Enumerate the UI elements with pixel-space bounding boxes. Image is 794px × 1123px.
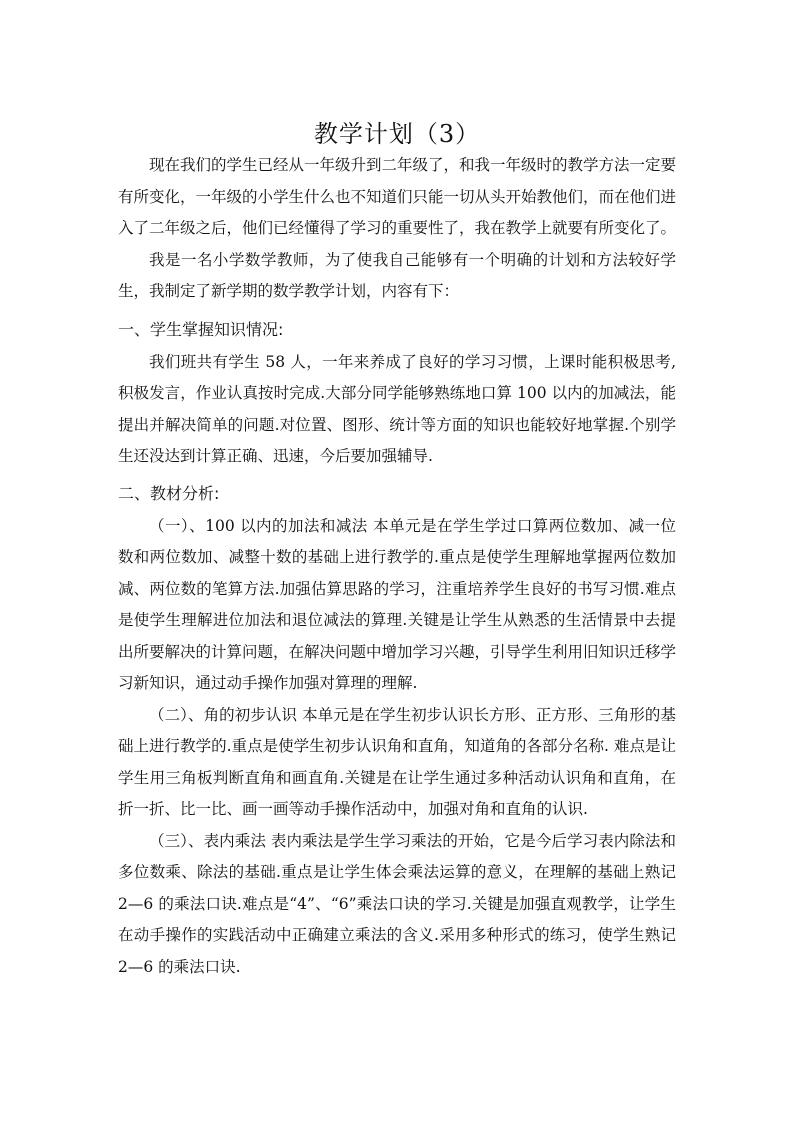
intro-paragraph-2: 我是一名小学数学教师，为了使我自己能够有一个明确的计划和方法较好学生，我制定了新学期的数学教学计划，内容有下：	[118, 250, 676, 300]
section-2-paragraph-3: （三）、表内乘法 表内乘法是学生学习乘法的开始，它是今后学习表内除法和多位数乘、除法的基础.重点是让学生体会乘法运算的意义，在理解的基础上熟记 2—6 的乘法口诀.难点是“4”、“6”乘法口诀的学习.关键是加强直观教学，让学生在动手操作的实践活动中正确建立乘法的含义.采用多种形式的练习，使学生熟记 2—6 的乘法口诀.	[118, 831, 676, 976]
section-1-heading: 一、学生掌握知识情况:	[118, 319, 284, 339]
section-2-paragraph-2: （二）、角的初步认识 本单元是在学生初步认识长方形、正方形、三角形的基础上进行教学的.重点是使学生初步认识角和直角，知道角的各部分名称. 难点是让学生用三角板判断直角和画直角.关键是在让学生通过多种活动认识角和直角，在折一折、比一比、画一画等动手操作活动中，加强对角和直角的认识.	[118, 705, 676, 818]
section-1-paragraph: 我们班共有学生 58 人，一年来养成了良好的学习习惯，上课时能积极思考,积极发言，作业认真按时完成.大部分同学能够熟练地口算 100 以内的加减法，能提出并解决简单的问题.对位置、图形、统计等方面的知识也能较好地掌握.个别学生还没达到计算正确、迅速，今后要加强辅导.	[118, 352, 676, 465]
document-body	[118, 150, 676, 983]
section-2-heading: 二、教材分析:	[118, 483, 220, 503]
document-title: 教学计划（3）	[313, 120, 481, 148]
section-2-paragraph-1: （一）、100 以内的加法和减法 本单元是在学生学过口算两位数加、减一位数和两位数加、减整十数的基础上进行教学的.重点是使学生理解地掌握两位数加减、两位数的笔算方法.加强估算思路的学习，注重培养学生良好的书写习惯.难点是使学生理解进位加法和退位减法的算理.关键是让学生从熟悉的生活情景中去提出所要解决的计算问题，在解决问题中增加学习兴趣，引导学生利用旧知识迁移学习新知识，通过动手操作加强对算理的理解.	[118, 516, 677, 692]
intro-paragraph-1: 现在我们的学生已经从一年级升到二年级了，和我一年级时的教学方法一定要有所变化，一年级的小学生什么也不知道们只能一切从头开始教他们，而在他们进入了二年级之后，他们已经懂得了学习的重要性了，我在教学上就要有所变化了。	[118, 156, 677, 237]
